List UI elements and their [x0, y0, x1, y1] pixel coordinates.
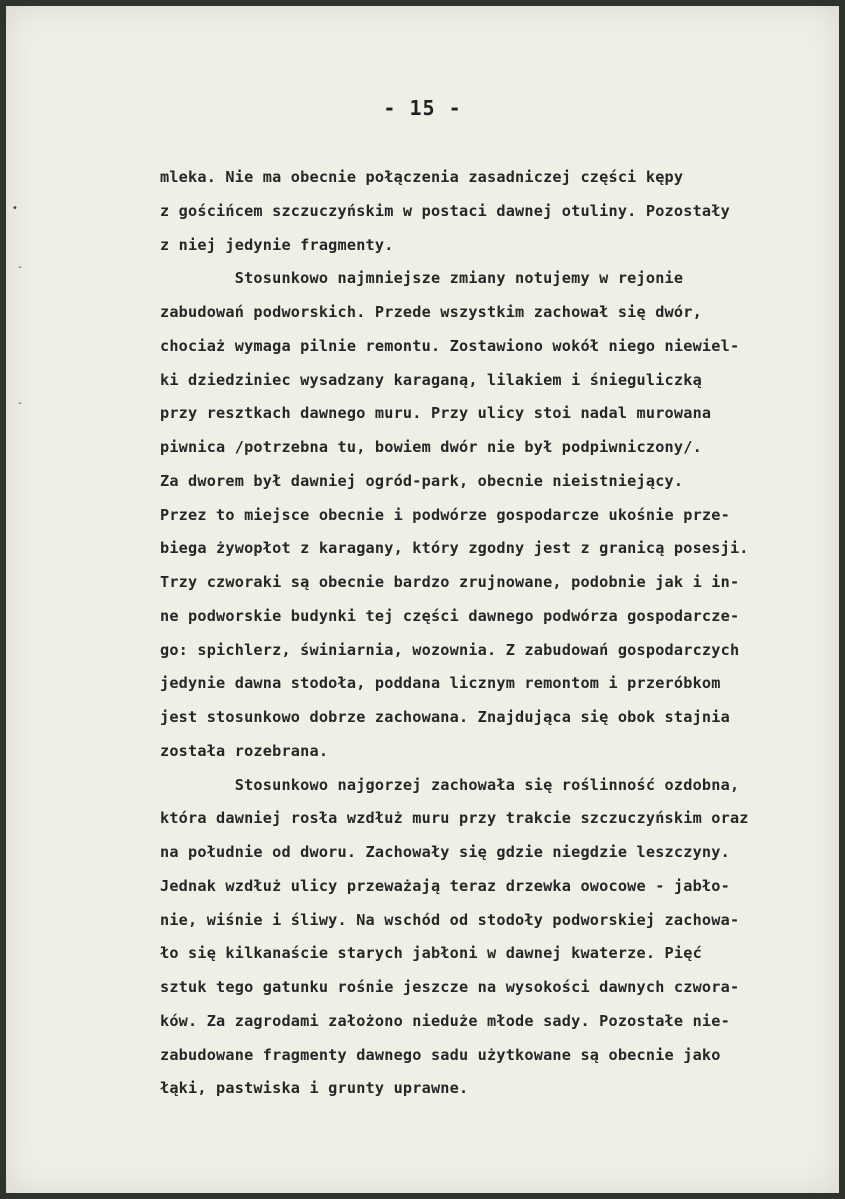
text-line: go: spichlerz, świniarnia, wozownia. Z zabudowań gospodarczych	[160, 640, 740, 659]
margin-dot: •	[12, 203, 18, 214]
text-line: przy resztkach dawnego muru. Przy ulicy stoi nadal murowana	[160, 404, 712, 423]
text-line: zabudowane fragmenty dawnego sadu użytkowane są obecnie jako	[160, 1045, 721, 1064]
margin-dash: -	[18, 398, 22, 409]
text-line: Trzy czworaki są obecnie bardzo zrujnowane, podobnie jak i in-	[160, 573, 740, 591]
text-line: ne podworskie budynki tej części dawnego podwórza gospodarcze-	[160, 606, 740, 625]
text-line: chociaż wymaga pilnie remontu. Zostawiono wokół niego niewiel-	[160, 336, 740, 355]
page-number: - 15 -	[383, 96, 462, 120]
text-line: ło się kilkanaście starych jabłoni w dawnej kwaterze. Pięć	[160, 944, 702, 963]
text-line: piwnica /potrzebna tu, bowiem dwór nie był podpiwniczony/.	[160, 438, 702, 456]
text-line: nie, wiśnie i śliwy. Na wschód od stodoły podworskiej zachowa-	[160, 910, 740, 929]
text-line: została rozebrana.	[160, 741, 329, 760]
text-line: jest stosunkowo dobrze zachowana. Znajdująca się obok stajnia	[160, 708, 730, 726]
text-line: sztuk tego gatunku rośnie jeszcze na wysokości dawnych czwora-	[160, 978, 740, 996]
text-line: która dawniej rosła wzdłuż muru przy trakcie szczuczyńskim oraz	[160, 809, 749, 828]
text-line: Jednak wzdłuż ulicy przeważają teraz drzewka owocowe - jabło-	[160, 876, 730, 895]
text-line: łąki, pastwiska i grunty uprawne.	[160, 1079, 469, 1098]
text-line: zabudowań podworskich. Przede wszystkim zachował się dwór,	[160, 303, 702, 321]
margin-dash: -	[18, 262, 22, 273]
text-line: Stosunkowo najgorzej zachowała się roślinność ozdobna,	[160, 775, 740, 794]
text-line: na południe od dworu. Zachowały się gdzie niegdzie leszczyny.	[160, 843, 730, 861]
text-line: Przez to miejsce obecnie i podwórze gospodarcze ukośnie prze-	[160, 505, 730, 524]
text-line: biega żywopłot z karagany, który zgodny jest z granicą posesji.	[160, 539, 749, 558]
text-line: Stosunkowo najmniejsze zmiany notujemy w rejonie	[160, 269, 684, 288]
body-text	[160, 161, 840, 1106]
text-line: z niej jedynie fragmenty.	[160, 235, 394, 254]
text-line: z gościńcem szczuczyńskim w postaci dawnej otuliny. Pozostały	[160, 201, 730, 220]
text-line: ków. Za zagrodami założono nieduże młode sady. Pozostałe nie-	[160, 1011, 730, 1030]
text-line: ki dziedziniec wysadzany karaganą, lilakiem i śnieguliczką	[160, 370, 702, 389]
text-line: mleka. Nie ma obecnie połączenia zasadniczej części kępy	[160, 168, 684, 186]
text-line: Za dworem był dawniej ogród-park, obecnie nieistniejący.	[160, 471, 684, 490]
text-line: jedynie dawna stodoła, poddana licznym remontom i przeróbkom	[160, 674, 721, 693]
